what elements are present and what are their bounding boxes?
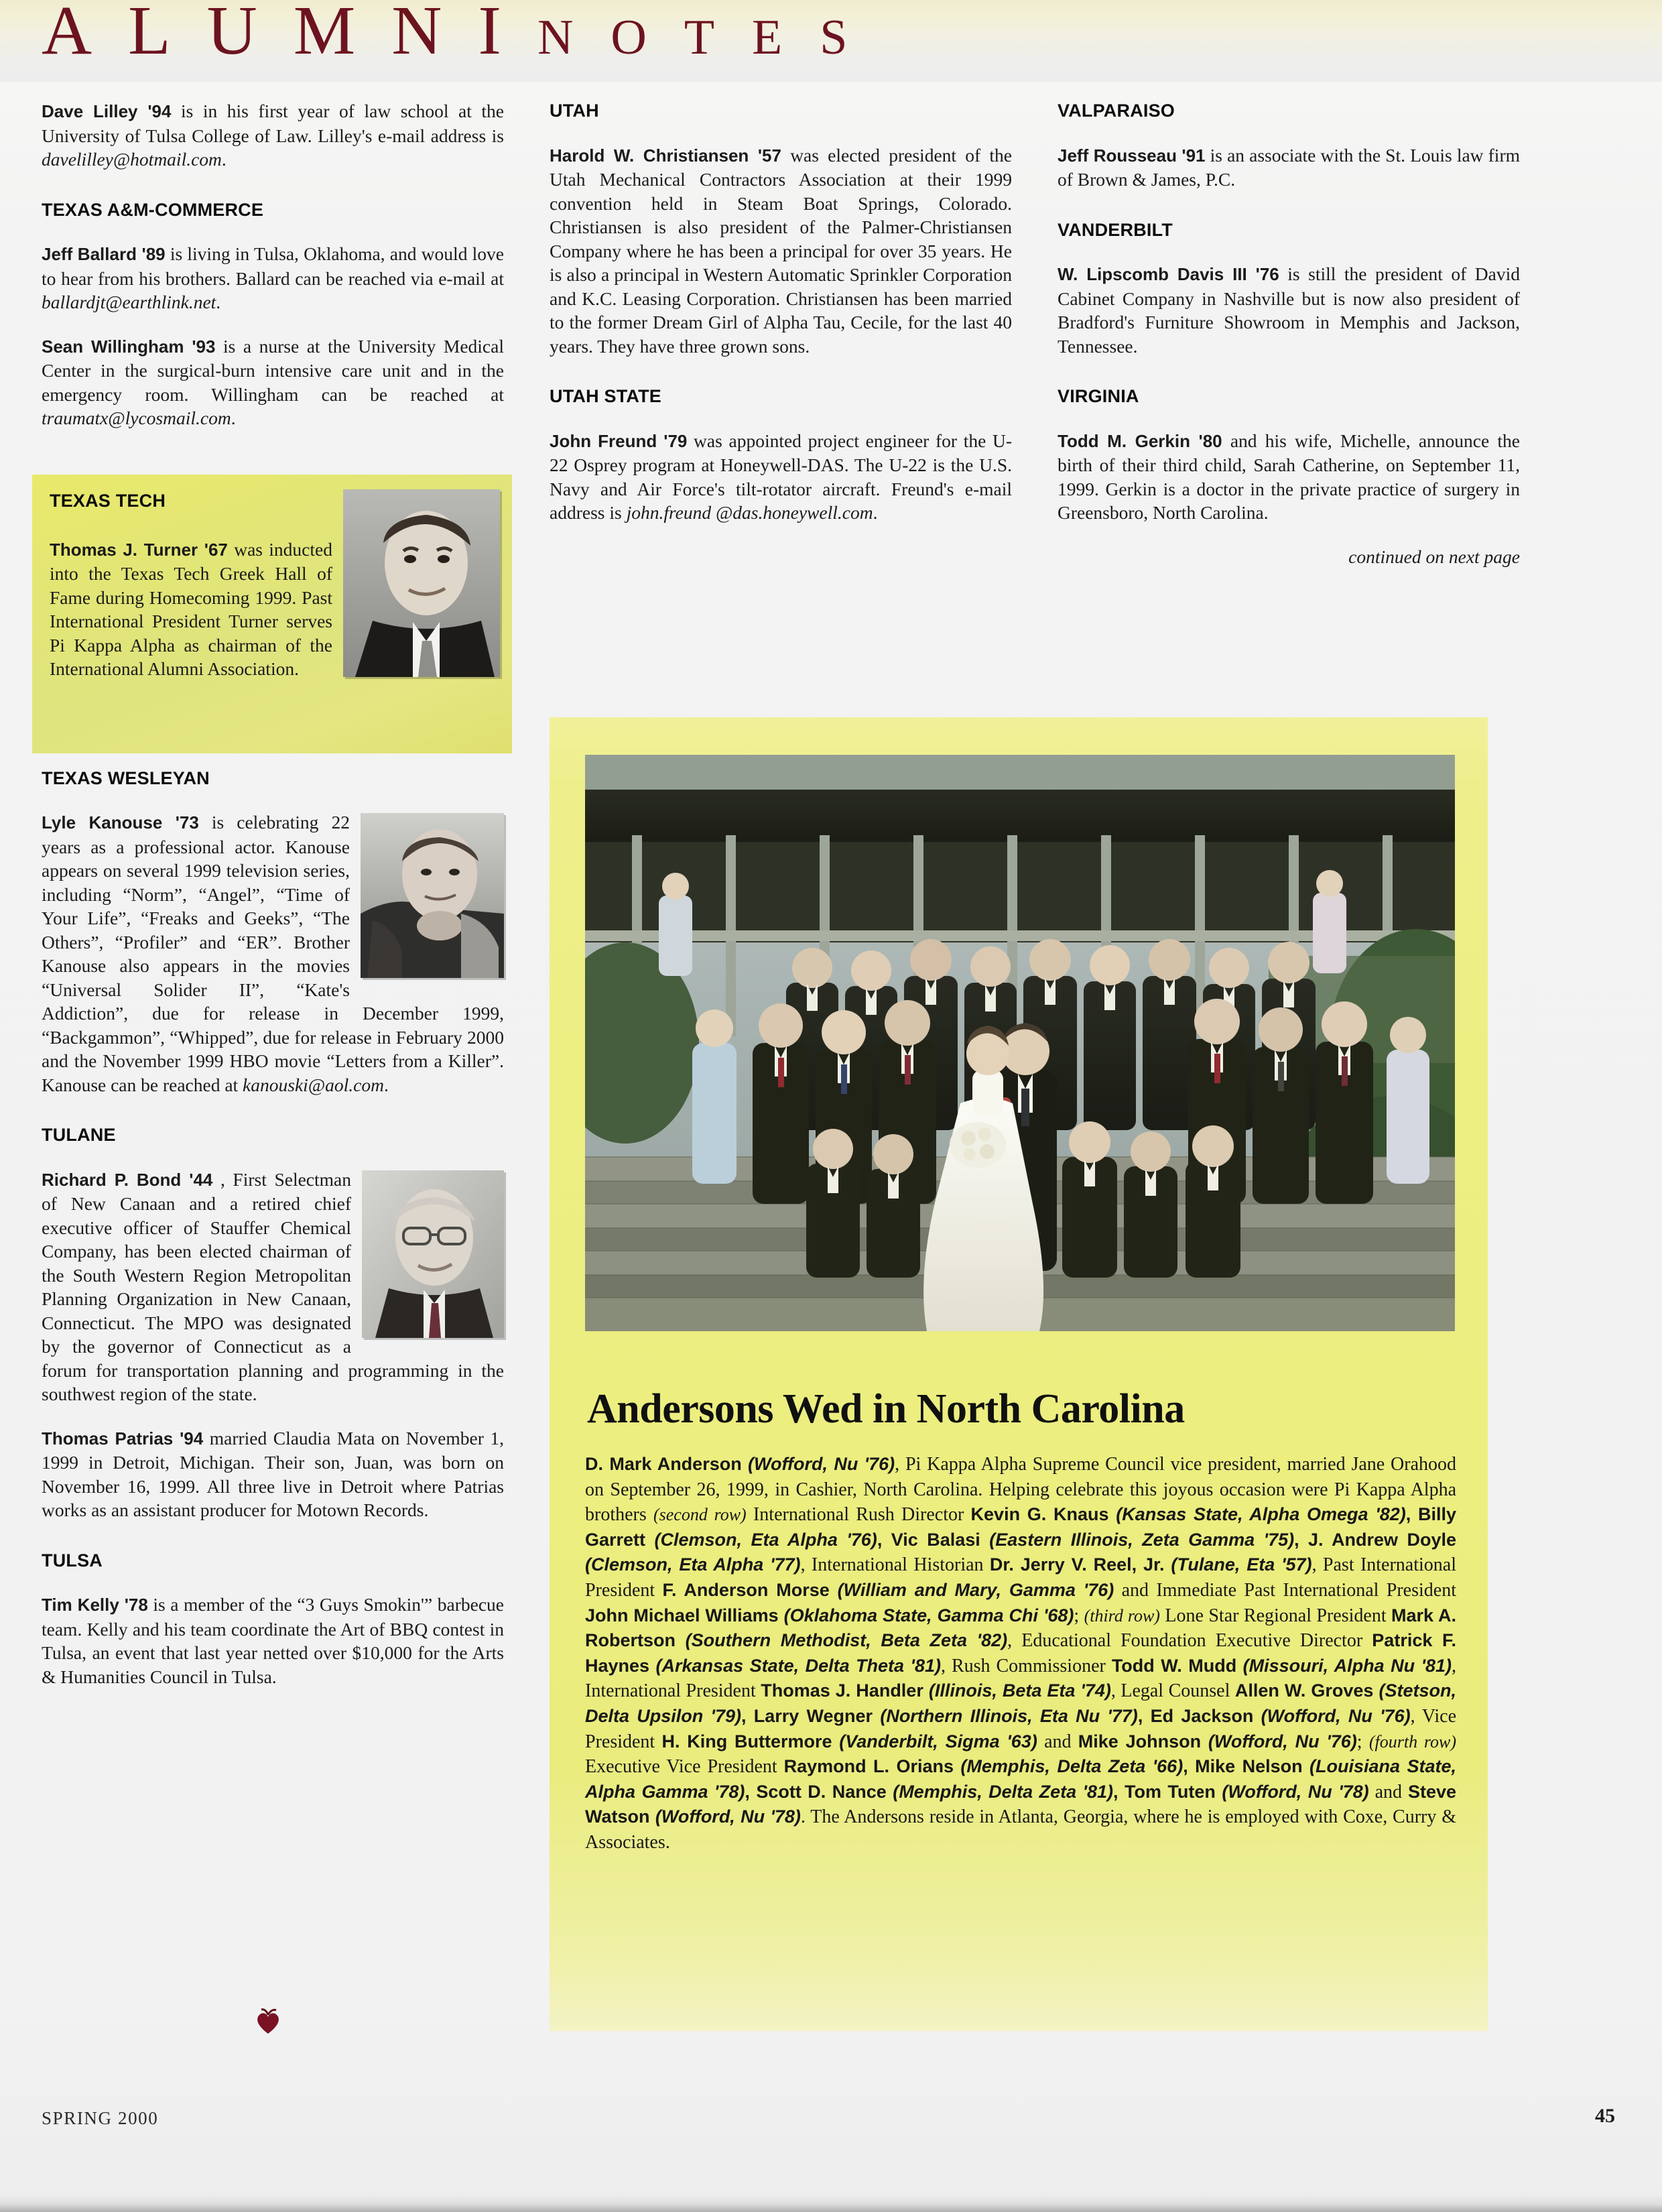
- caption-span: (Vanderbilt, Sigma '63): [839, 1731, 1037, 1752]
- wedding-group-photo: [585, 755, 1455, 1331]
- continued-note: continued on next page: [1348, 546, 1520, 567]
- entry-text: was appointed project engineer for the U-22 Osprey program at Honeywell-DAS. The U-22 is the U.S. Navy and Air Force's tilt-rotator aircraft. Freund's e-mail address is: [550, 430, 1013, 523]
- caption-span: , Past International President: [585, 1554, 1456, 1601]
- caption-span: (Oklahoma State, Gamma Chi '68): [783, 1605, 1074, 1625]
- caption-span: , Scott D. Nance: [745, 1781, 893, 1802]
- caption-span: (third row): [1084, 1605, 1160, 1625]
- entry-name: Jeff Rousseau '91: [1058, 145, 1206, 166]
- caption-span: (Wofford, Nu '76): [1261, 1705, 1411, 1726]
- entry-thomas-turner: [50, 538, 500, 681]
- caption-span: Mike Johnson: [1078, 1731, 1208, 1752]
- entry-sean-willingham: Sean Willingham '93 is a nurse at the University Medical Center in the surgical-burn intensive care unit and in the emergency room. Willingham can be reached at traumatx@lycosmail.com.: [42, 335, 504, 428]
- feature-caption: [585, 1452, 1456, 1855]
- entry-name: Tim Kelly '78: [42, 1595, 148, 1615]
- entry-jeff-ballard: Jeff Ballard '89 is living in Tulsa, Oklahoma, and would love to hear from his brothers. Ballard can be reached via e-mail at ballardjt@earthlink.net.: [42, 243, 505, 312]
- entry-todd-gerkin: [1058, 429, 1520, 525]
- caption-span: (Memphis, Delta Zeta '66): [960, 1756, 1184, 1777]
- entry-email: kanouski@aol.com: [243, 1074, 384, 1095]
- caption-span: (fourth row): [1368, 1731, 1456, 1752]
- caption-span: D. Mark Anderson: [585, 1454, 749, 1474]
- caption-span: , Vic Balasi: [877, 1529, 990, 1550]
- entry-text: and his wife, Michelle, announce the birth of their third child, Sarah Catherine, on September 11, 1999. Gerkin is a doctor in the private practice of surgery in Greensboro, North Carolina.: [1058, 430, 1520, 523]
- section-heading-texas-tech: TEXAS TECH: [50, 491, 166, 511]
- caption-span: (Louisiana State, Alpha Gamma '78): [585, 1756, 1456, 1802]
- caption-span: (Wofford, Nu '78): [655, 1806, 801, 1827]
- caption-span: (Kansas State, Alpha Omega '82): [1116, 1504, 1406, 1525]
- entry-name: W. Lipscomb Davis III '76: [1058, 264, 1279, 284]
- portrait-thomas-turner: [343, 489, 500, 677]
- caption-span: , Tom Tuten: [1113, 1781, 1222, 1802]
- entry-lyle-kanouse: Lyle Kanouse '73 is celebrating 22 years as a professional actor. Kanouse appears on several 1999 television series, including “Norm”, “Angel”, “Time of Your Life”, “Freaks and Geeks”, “The Others”, “Profiler” and “ER”. Brother Kanouse also appears in the movies “Universal Solider II”, “Kate's Addiction”, due for release in December 1999, “Backgammon”, “Whipped”, due for release in February 2000 and the November 1999 HBO movie “Letters from a Killer”. Kanouse can be reached at kanouski@aol.com.: [42, 812, 504, 1095]
- masthead: [0, 0, 1662, 82]
- entry-lipscomb-davis: [1058, 262, 1520, 358]
- caption-span: H. King Buttermore: [661, 1731, 840, 1752]
- caption-span: International Rush Director: [746, 1504, 971, 1526]
- caption-span: Executive Vice President: [585, 1756, 784, 1778]
- entry-email: john.freund @das.honeywell.com: [626, 502, 873, 523]
- entry-text: is in his first year of law school at the University of Tulsa College of Law. Lilley's e-mail address is: [42, 101, 505, 146]
- footer-page-number: 45: [1595, 2105, 1615, 2127]
- texas-tech-box-content: [50, 489, 500, 748]
- section-heading-texas-wesleyan: TEXAS WESLEYAN: [42, 767, 210, 788]
- caption-span: , Vice President: [585, 1705, 1457, 1752]
- caption-span: (Illinois, Beta Eta '74): [928, 1680, 1111, 1701]
- caption-span: (second row): [653, 1505, 747, 1525]
- caption-span: , Rush Commissioner: [940, 1655, 1112, 1676]
- caption-span: , Mike Nelson: [1183, 1756, 1310, 1777]
- caption-span: Kevin G. Knaus: [970, 1504, 1116, 1525]
- portrait-image: [343, 489, 500, 677]
- caption-span: ;: [1074, 1605, 1084, 1626]
- caption-span: (Wofford, Nu '76): [1208, 1731, 1357, 1752]
- caption-span: (Arkansas State, Delta Theta '81): [655, 1655, 941, 1676]
- caption-span: , International President: [585, 1655, 1457, 1702]
- caption-span: Allen W. Groves: [1234, 1680, 1379, 1701]
- caption-span: Patrick F. Haynes: [585, 1630, 1456, 1676]
- section-heading-vanderbilt: VANDERBILT: [1058, 219, 1173, 240]
- caption-span: (Tulane, Eta '57): [1171, 1554, 1312, 1575]
- entry-text: , First Selectman of New Canaan and a retired chief executive officer of Stauffer Chemical Company, has been elected chairman of the South Western Region Metropolitan Planning Organization in New Canaan, Connecticut. The MPO was designated by the governor of Connecticut as a forum for transportation planning and programming in the southwest region of the state.: [42, 1168, 504, 1404]
- column-one: [42, 99, 504, 1688]
- entry-text: is a member of the “3 Guys Smokin'” barbecue team. Kelly and his team coordinate the Art of BBQ contest in Tulsa, an event that last year netted over $10,000 for the Arts & Humanities Council in Tulsa.: [42, 1594, 505, 1687]
- entry-text: married Claudia Mata on November 1, 1999 in Detroit, Michigan. Their son, Juan, was born on November 16, 1999. All three live in Detroit where Patrias works as an assistant producer for Motown Records.: [42, 1427, 504, 1520]
- entry-name: Lyle Kanouse '73: [42, 812, 199, 833]
- caption-span: , J. Andrew Doyle: [1294, 1529, 1456, 1550]
- entry-text: is living in Tulsa, Oklahoma, and would love to hear from his brothers. Ballard can be reached via e-mail at: [42, 243, 505, 289]
- caption-span: (Missouri, Alpha Nu '81): [1242, 1655, 1452, 1676]
- entry-name: Sean Willingham '93: [42, 336, 216, 357]
- entry-email: ballardjt@earthlink.net: [42, 292, 216, 312]
- caption-span: , Pi Kappa Alpha Supreme Council vice president, married Jane Orahood on September 26, 1999, in Cashier, North Carolina. Helping celebrate this joyous occasion were Pi Kappa Alpha brothers: [585, 1454, 1456, 1526]
- entry-name: Richard P. Bond '44: [42, 1169, 213, 1190]
- entry-thomas-patrias: [42, 1426, 504, 1522]
- caption-span: Todd W. Mudd: [1111, 1655, 1243, 1676]
- caption-span: (William and Mary, Gamma '76): [837, 1579, 1114, 1600]
- entry-tim-kelly: [42, 1593, 504, 1688]
- caption-span: Dr. Jerry V. Reel, Jr.: [989, 1554, 1171, 1575]
- section-heading-virginia: VIRGINIA: [1058, 386, 1139, 406]
- entry-name: John Freund '79: [550, 430, 688, 451]
- caption-span: , International Historian: [800, 1554, 990, 1576]
- entry-email: traumatx@lycosmail.com: [42, 408, 231, 428]
- caption-span: (Southern Methodist, Beta Zeta '82): [685, 1630, 1008, 1651]
- caption-span: Mark A. Robertson: [585, 1605, 1457, 1651]
- entry-text: is a nurse at the University Medical Center in the surgical-burn intensive care unit and in the emergency room. Willingham can be reached at: [42, 335, 504, 405]
- entry-jeff-rousseau: [1058, 143, 1520, 192]
- entry-name: Todd M. Gerkin '80: [1058, 430, 1222, 451]
- wedding-photo-image: [585, 755, 1455, 1331]
- portrait-richard-bond: [362, 1170, 504, 1338]
- caption-span: (Clemson, Eta Alpha '77): [585, 1554, 801, 1575]
- caption-span: Thomas J. Handler: [761, 1680, 929, 1701]
- feature-headline: Andersons Wed in North Carolina: [587, 1386, 1185, 1432]
- portrait-image: [361, 813, 504, 978]
- caption-span: F. Anderson Morse: [662, 1579, 838, 1600]
- entry-name: Harold W. Christiansen '57: [550, 145, 781, 166]
- caption-span: (Wofford, Nu '76): [748, 1454, 895, 1474]
- entry-text: was elected president of the Utah Mechanical Contractors Association at their 1999 convention held in Steam Boat Springs, Colorado. Christiansen is also president of the Palmer-Christiansen Company where he has been a principal for over 35 years. He is also a principal in Western Automatic Sprinkler Corporation and K.C. Leasing Corporation. Christiansen has been married to the former Dream Girl of Alpha Tau, Cecile, for the last 40 years. They have three grown sons.: [550, 144, 1012, 357]
- caption-span: , Legal Counsel: [1110, 1680, 1235, 1702]
- portrait-lyle-kanouse: [361, 813, 504, 978]
- caption-span: . The Andersons reside in Atlanta, Georgia, where he is employed with Coxe, Curry & Associates.: [585, 1806, 1457, 1853]
- caption-span: John Michael Williams: [585, 1605, 784, 1625]
- entry-email: davelilley@hotmail.com: [42, 149, 222, 170]
- feature-panel: [550, 717, 1488, 2031]
- portrait-image: [362, 1170, 504, 1338]
- caption-span: Lone Star Regional President: [1159, 1605, 1392, 1626]
- entry-name: Dave Lilley '94: [42, 101, 172, 121]
- caption-span: , Larry Wegner: [741, 1705, 881, 1726]
- entry-john-freund: John Freund '79 was appointed project engineer for the U-22 Osprey program at Honeywell-DAS. The U-22 is the U.S. Navy and Air Force's tilt-rotator aircraft. Freund's e-mail address is john.freund @das.honeywell.com.: [550, 430, 1013, 523]
- caption-span: ;: [1356, 1731, 1369, 1752]
- section-heading-tulane: TULANE: [42, 1125, 116, 1145]
- caption-span: , Ed Jackson: [1137, 1705, 1261, 1726]
- caption-span: , Educational Foundation Executive Director: [1007, 1630, 1372, 1652]
- section-heading-utah: UTAH: [550, 101, 599, 121]
- section-heading-utah-state: UTAH STATE: [550, 386, 661, 406]
- caption-span: (Northern Illinois, Eta Nu '77): [880, 1705, 1138, 1726]
- caption-span: (Eastern Illinois, Zeta Gamma '75): [989, 1529, 1295, 1550]
- caption-span: (Clemson, Eta Alpha '76): [654, 1529, 877, 1550]
- column-three: [1058, 99, 1520, 568]
- entry-richard-bond: [42, 1168, 504, 1406]
- entry-dave-lilley: Dave Lilley '94 is in his first year of law school at the University of Tulsa College of Law. Lilley's e-mail address is davelilley@hotmail.com.: [42, 101, 505, 170]
- caption-span: (Stetson, Delta Upsilon '79): [585, 1680, 1456, 1726]
- heart-ornament-icon: [253, 2006, 283, 2036]
- caption-span: (Wofford, Nu '78): [1222, 1781, 1369, 1802]
- entry-name: Thomas J. Turner '67: [50, 539, 228, 560]
- caption-span: Steve Watson: [585, 1781, 1457, 1827]
- section-heading-tulsa: TULSA: [42, 1550, 103, 1571]
- caption-span: , Billy Garrett: [585, 1504, 1456, 1550]
- column-two: [550, 99, 1012, 525]
- caption-span: (Memphis, Delta Zeta '81): [893, 1781, 1114, 1802]
- caption-span: and: [1368, 1781, 1408, 1802]
- caption-span: and Immediate Past International President: [1114, 1579, 1456, 1601]
- heart-ornament: [253, 2006, 283, 2036]
- entry-name: Thomas Patrias '94: [42, 1428, 204, 1449]
- entry-text: is still the president of David Cabinet Company in Nashville but is now also president of Bradford's Furniture Showroom in Memphis and Jackson, Tennessee.: [1058, 263, 1520, 357]
- entry-text: is an associate with the St. Louis law firm of Brown & James, P.C.: [1058, 144, 1520, 190]
- texas-tech-highlight-box: [32, 475, 512, 753]
- masthead-word-notes: NOTES: [537, 10, 885, 65]
- section-heading-valparaiso: VALPARAISO: [1058, 101, 1175, 121]
- masthead-word-alumni: ALUMNI: [42, 0, 537, 69]
- section-heading-texas-am-commerce: TEXAS A&M-COMMERCE: [42, 199, 264, 220]
- caption-span: Raymond L. Orians: [783, 1756, 961, 1777]
- footer-issue: SPRING 2000: [42, 2108, 159, 2128]
- entry-harold-christiansen: [550, 143, 1012, 359]
- entry-name: Jeff Ballard '89: [42, 244, 166, 264]
- masthead-title: [42, 0, 885, 70]
- entry-text: was inducted into the Texas Tech Greek Hall of Fame during Homecoming 1999. Past International President Turner serves Pi Kappa Alpha as chairman of the International Alumni Association.: [50, 538, 332, 679]
- caption-span: and: [1037, 1731, 1078, 1752]
- entry-text: is celebrating 22 years as a professional actor. Kanouse appears on several 1999 television series, including “Norm”, “Angel”, “Time of Your Life”, “Freaks and Geeks”, “The Others”, “Profiler” and “ER”. Brother Kanouse also appears in the movies “Universal Solider II”, “Kate's Addiction”, due for release in December 1999, “Backgammon”, “Whipped”, due for release in February 2000 and the November 1999 HBO movie “Letters from a Killer”. Kanouse can be reached at: [42, 812, 504, 1095]
